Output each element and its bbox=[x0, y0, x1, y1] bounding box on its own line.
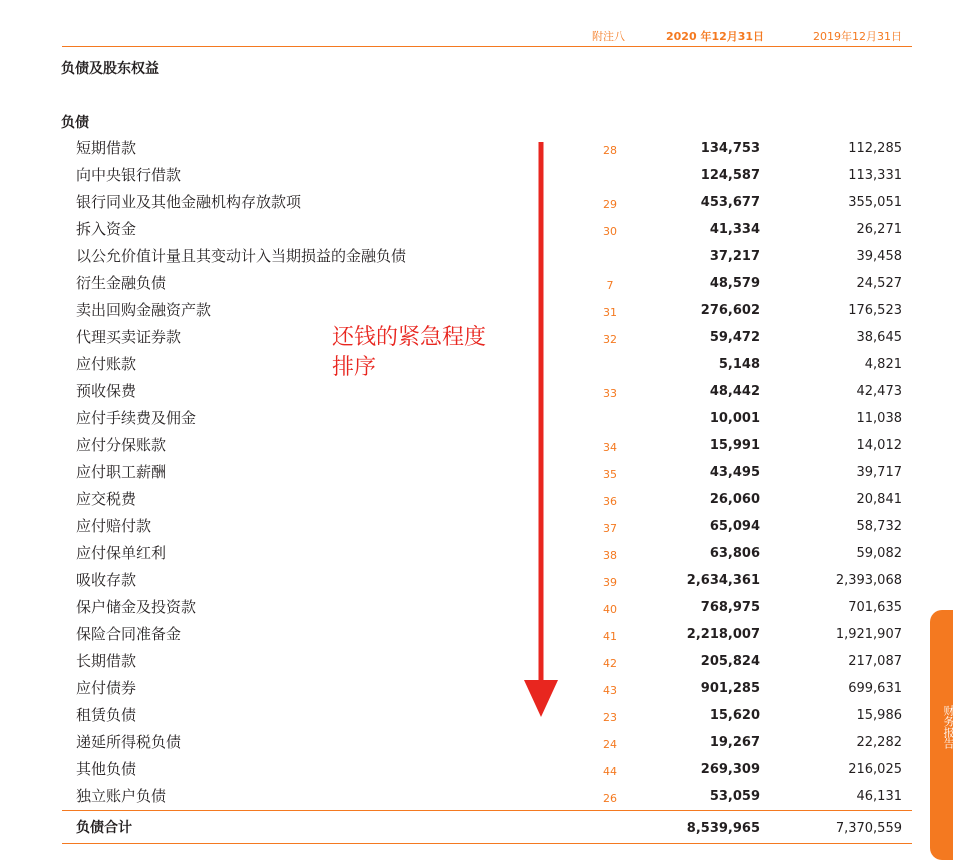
table-row bbox=[62, 432, 912, 459]
row-value-2020: 205,824 bbox=[700, 654, 760, 669]
column-header bbox=[62, 26, 912, 47]
row-value-2020: 124,587 bbox=[700, 168, 760, 183]
row-value-2019: 22,282 bbox=[856, 735, 902, 750]
row-value-2019: 11,038 bbox=[856, 411, 902, 426]
table-row bbox=[62, 783, 912, 810]
row-value-2019: 26,271 bbox=[856, 222, 902, 237]
row-value-2019: 38,645 bbox=[856, 330, 902, 345]
table-row bbox=[62, 729, 912, 756]
row-note: 7 bbox=[606, 279, 614, 292]
row-label: 短期借款 bbox=[76, 139, 137, 157]
row-value-2019: 58,732 bbox=[856, 519, 902, 534]
row-value-2019: 39,717 bbox=[856, 465, 902, 480]
table-row bbox=[62, 702, 912, 729]
row-label: 独立账户负债 bbox=[76, 787, 167, 805]
row-value-2020: 269,309 bbox=[700, 762, 760, 777]
row-value-2019: 2,393,068 bbox=[835, 573, 902, 588]
row-value-2020: 26,060 bbox=[709, 492, 760, 507]
row-note: 43 bbox=[603, 684, 617, 697]
row-value-2019: 46,131 bbox=[856, 789, 902, 804]
row-label: 以公允价值计量且其变动计入当期损益的金融负债 bbox=[76, 247, 407, 265]
total-divider-bottom bbox=[62, 843, 912, 844]
row-label: 应付债券 bbox=[76, 679, 137, 697]
row-value-2019: 176,523 bbox=[848, 303, 902, 318]
row-value-2020: 134,753 bbox=[700, 141, 760, 156]
row-label: 向中央银行借款 bbox=[76, 166, 182, 184]
table-row bbox=[62, 324, 912, 351]
row-label: 其他负债 bbox=[76, 760, 137, 778]
table-row bbox=[62, 297, 912, 324]
row-value-2019: 15,986 bbox=[856, 708, 902, 723]
table-row bbox=[62, 675, 912, 702]
table-row bbox=[62, 162, 912, 189]
row-note: 41 bbox=[603, 630, 617, 643]
row-note: 24 bbox=[603, 738, 617, 751]
row-note: 23 bbox=[603, 711, 617, 724]
row-value-2019: 39,458 bbox=[856, 249, 902, 264]
annotation-line-2: 排序 bbox=[332, 355, 377, 380]
row-note: 31 bbox=[603, 306, 617, 319]
table-row bbox=[62, 594, 912, 621]
row-value-2019: 14,012 bbox=[856, 438, 902, 453]
row-value-2020: 453,677 bbox=[700, 195, 760, 210]
table-row bbox=[62, 567, 912, 594]
table-row bbox=[62, 243, 912, 270]
row-value-2020: 59,472 bbox=[709, 330, 760, 345]
annotation-text bbox=[332, 323, 486, 383]
table-row bbox=[62, 135, 912, 162]
row-value-2020: 901,285 bbox=[700, 681, 760, 696]
row-note: 40 bbox=[603, 603, 617, 616]
table-row bbox=[62, 189, 912, 216]
row-note: 33 bbox=[603, 387, 617, 400]
row-label: 拆入资金 bbox=[76, 220, 137, 238]
row-value-2019: 112,285 bbox=[848, 141, 902, 156]
row-label: 应付账款 bbox=[76, 355, 137, 373]
row-label: 衍生金融负债 bbox=[76, 274, 167, 292]
row-value-2020: 2,218,007 bbox=[686, 627, 760, 642]
row-note: 34 bbox=[603, 441, 617, 454]
row-value-2019: 4,821 bbox=[864, 357, 902, 372]
row-label: 应付职工薪酬 bbox=[76, 463, 167, 481]
row-note: 28 bbox=[603, 144, 617, 157]
row-label: 保险合同准备金 bbox=[76, 625, 182, 643]
table-row bbox=[62, 648, 912, 675]
table-row bbox=[62, 270, 912, 297]
row-value-2020: 48,442 bbox=[709, 384, 760, 399]
row-note: 42 bbox=[603, 657, 617, 670]
row-label: 应付分保账款 bbox=[76, 436, 167, 454]
row-value-2020: 19,267 bbox=[709, 735, 760, 750]
row-value-2020: 65,094 bbox=[709, 519, 760, 534]
table-row bbox=[62, 621, 912, 648]
total-divider-top bbox=[62, 810, 912, 811]
total-row bbox=[62, 815, 912, 842]
row-label: 租赁负债 bbox=[76, 706, 137, 724]
row-label: 应付赔付款 bbox=[76, 517, 152, 535]
row-label: 卖出回购金融资产款 bbox=[76, 301, 212, 319]
header-2020: 2020 年12月31日 bbox=[666, 30, 765, 43]
row-label: 银行同业及其他金融机构存放款项 bbox=[76, 193, 302, 211]
row-note: 38 bbox=[603, 549, 617, 562]
row-note: 37 bbox=[603, 522, 617, 535]
row-value-2019: 701,635 bbox=[848, 600, 902, 615]
total-label: 负债合计 bbox=[76, 820, 132, 836]
row-value-2020: 41,334 bbox=[709, 222, 760, 237]
row-value-2020: 53,059 bbox=[709, 789, 760, 804]
row-label: 应付保单红利 bbox=[76, 544, 167, 562]
table-row bbox=[62, 486, 912, 513]
table-row bbox=[62, 513, 912, 540]
table-row bbox=[62, 405, 912, 432]
down-arrow-icon bbox=[522, 142, 562, 722]
row-value-2020: 15,620 bbox=[709, 708, 760, 723]
row-value-2020: 48,579 bbox=[709, 276, 760, 291]
row-value-2019: 24,527 bbox=[856, 276, 902, 291]
row-note: 39 bbox=[603, 576, 617, 589]
total-value-2020: 8,539,965 bbox=[686, 821, 760, 836]
row-label: 应交税费 bbox=[76, 490, 137, 508]
row-label: 应付手续费及佣金 bbox=[76, 409, 197, 427]
row-value-2019: 1,921,907 bbox=[835, 627, 902, 642]
header-2019: 2019年12月31日 bbox=[813, 30, 902, 43]
row-label: 递延所得税负债 bbox=[76, 733, 182, 751]
row-note: 44 bbox=[603, 765, 617, 778]
row-value-2020: 2,634,361 bbox=[686, 573, 760, 588]
section-title: 负债及股东权益 bbox=[61, 61, 159, 77]
row-label: 代理买卖证券款 bbox=[76, 328, 182, 346]
row-value-2020: 15,991 bbox=[709, 438, 760, 453]
row-note: 32 bbox=[603, 333, 617, 346]
row-value-2020: 37,217 bbox=[709, 249, 760, 264]
total-value-2019: 7,370,559 bbox=[835, 821, 902, 836]
row-value-2019: 217,087 bbox=[848, 654, 902, 669]
row-label: 保户储金及投资款 bbox=[76, 598, 197, 616]
table-row bbox=[62, 756, 912, 783]
row-value-2020: 276,602 bbox=[700, 303, 760, 318]
row-value-2019: 113,331 bbox=[848, 168, 902, 183]
row-label: 吸收存款 bbox=[76, 571, 137, 589]
row-note: 35 bbox=[603, 468, 617, 481]
row-value-2019: 216,025 bbox=[848, 762, 902, 777]
table-row bbox=[62, 216, 912, 243]
row-note: 36 bbox=[603, 495, 617, 508]
table-row bbox=[62, 459, 912, 486]
row-value-2019: 20,841 bbox=[856, 492, 902, 507]
table-row bbox=[62, 378, 912, 405]
side-tab-label: 财务报告 bbox=[942, 705, 955, 749]
row-label: 预收保费 bbox=[76, 382, 137, 400]
row-value-2020: 5,148 bbox=[718, 357, 760, 372]
row-note: 30 bbox=[603, 225, 617, 238]
row-label: 长期借款 bbox=[76, 652, 137, 670]
row-value-2019: 355,051 bbox=[848, 195, 902, 210]
row-value-2020: 63,806 bbox=[709, 546, 760, 561]
row-value-2019: 699,631 bbox=[848, 681, 902, 696]
row-value-2019: 59,082 bbox=[856, 546, 902, 561]
row-note: 29 bbox=[603, 198, 617, 211]
row-value-2019: 42,473 bbox=[856, 384, 902, 399]
row-value-2020: 10,001 bbox=[709, 411, 760, 426]
header-note: 附注八 bbox=[592, 30, 625, 43]
row-value-2020: 43,495 bbox=[709, 465, 760, 480]
table-row bbox=[62, 351, 912, 378]
table-row bbox=[62, 540, 912, 567]
row-note: 26 bbox=[603, 792, 617, 805]
row-value-2020: 768,975 bbox=[700, 600, 760, 615]
subsection-title: 负债 bbox=[61, 115, 89, 131]
annotation-line-1: 还钱的紧急程度 bbox=[332, 325, 487, 350]
